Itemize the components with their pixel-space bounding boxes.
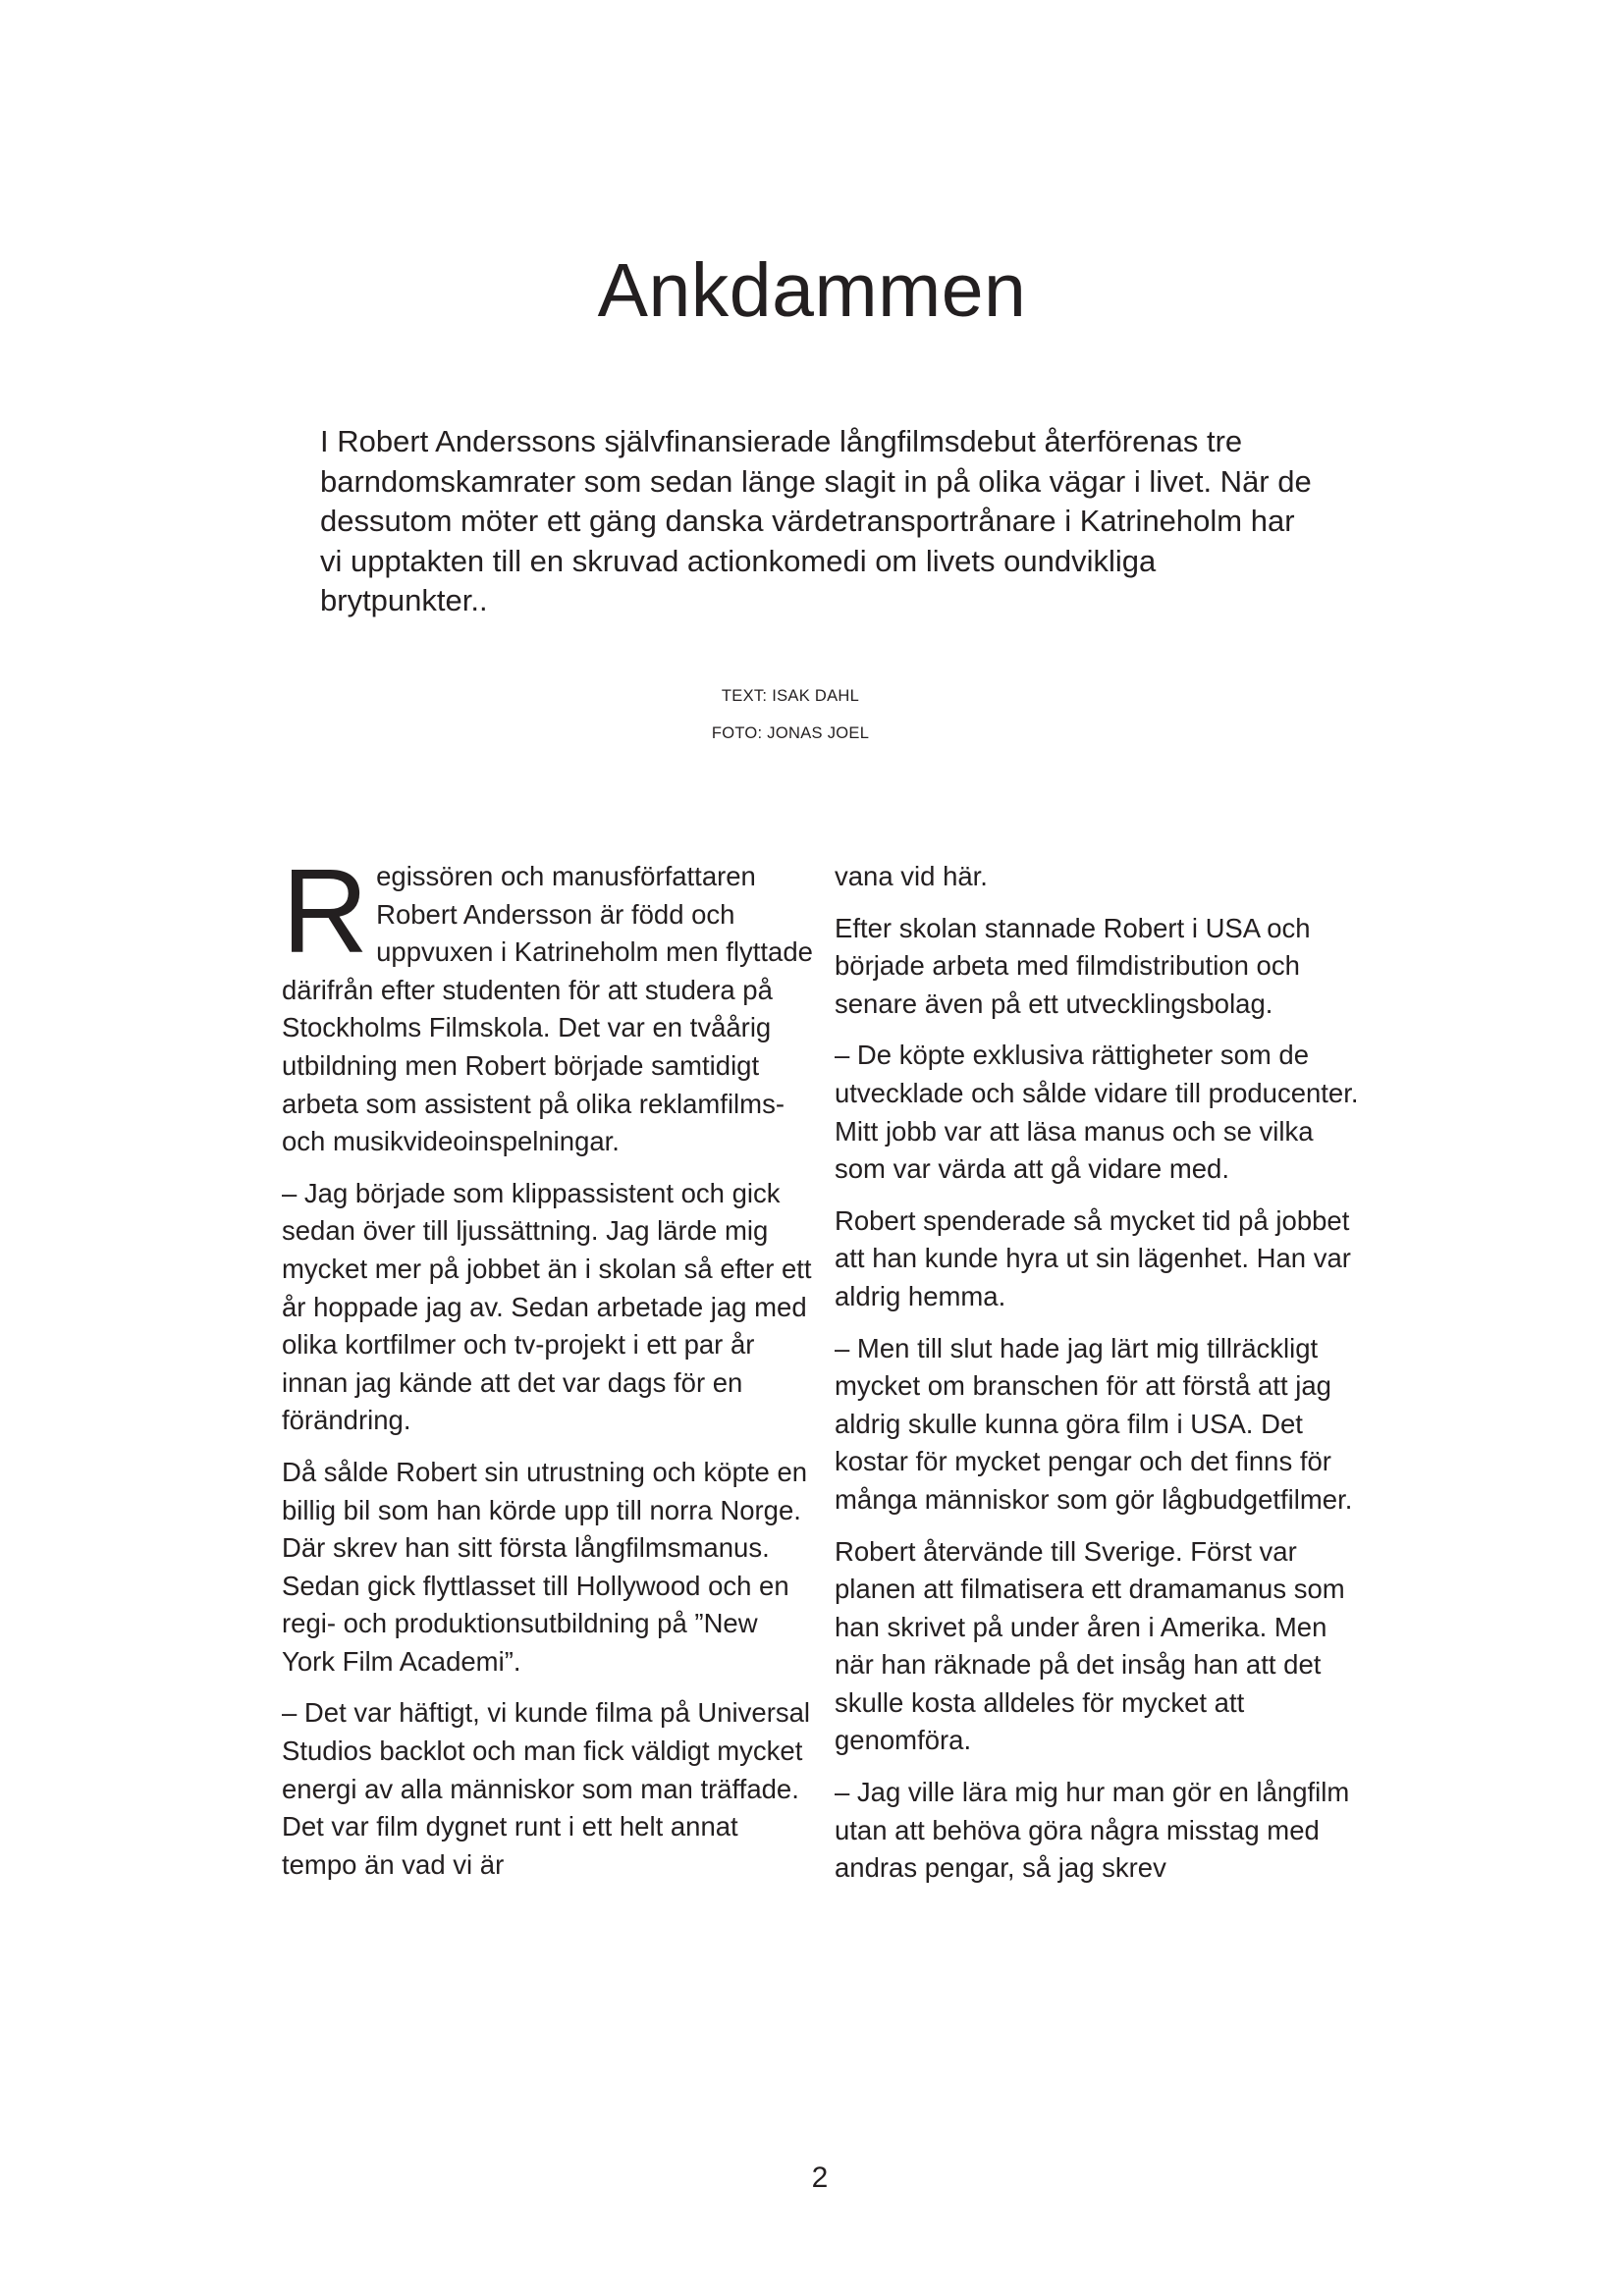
paragraph: Robert återvände till Sverige. Först var planen att filmatisera ett dramamanus som han skrivet på under åren i Amerika. Men när han räknade på det insåg han att det skulle kosta alldeles för mycket att genomföra. bbox=[835, 1535, 1345, 1756]
paragraph: – Men till slut hade jag lärt mig tillräckligt mycket om branschen för att förstå att jag aldrig skulle kunna göra film i USA. Det kostar för mycket pengar och det finns för många människor som gör lågbudgetfilmer. bbox=[835, 1332, 1353, 1515]
paragraph: Efter skolan stannade Robert i USA och började arbeta med filmdistribution och senare även på ett utvecklingsbolag. bbox=[835, 912, 1311, 1019]
paragraph bbox=[282, 844, 817, 1161]
left-column bbox=[282, 844, 817, 1897]
paragraph-text: egissören och manusförfattaren Robert Andersson är född och uppvuxen i Katrineholm men flyttade därifrån efter studenten för att studera på Stockholms Filmskola. Det var en tvåårig utbildning men Robert började samtidigt arbeta som assistent på olika reklamfilms- och musikvideoinspelningar. bbox=[282, 861, 813, 1157]
paragraph: Robert spenderade så mycket tid på jobbet att han kunde hyra ut sin lägenhet. Han var aldrig hemma. bbox=[835, 1204, 1351, 1311]
credit-text: TEXT: ISAK DAHL bbox=[721, 687, 860, 705]
credit-photo: FOTO: JONAS JOEL bbox=[711, 724, 870, 742]
paragraph: vana vid här. bbox=[835, 861, 988, 891]
paragraph: – Jag började som klippassistent och gick sedan över till ljussättning. Jag lärde mig mycket mer på jobbet än i skolan så efter ett år hoppade jag av. Sedan arbetade jag med olika kortfilmer och tv-projekt i ett par år innan jag kände att det var dags för en förändring. bbox=[282, 1177, 812, 1436]
article-title: Ankdammen bbox=[597, 248, 1027, 333]
paragraph: Då sålde Robert sin utrustning och köpte en billig bil som han körde upp till norra Norge. Där skrev han sitt första långfilmsmanus. Sedan gick flyttlasset till Hollywood och en regi- och produktionsutbildning på ”New York Film Academi”. bbox=[282, 1456, 808, 1677]
paragraph: – Jag ville lära mig hur man gör en långfilm utan att behöva göra några misstag med andras pengar, så jag skrev bbox=[835, 1777, 1350, 1884]
right-column bbox=[835, 858, 1365, 1901]
article-lead: I Robert Anderssons självfinansierade långfilmsdebut återförenas tre barndomskamrater som sedan länge slagit in på olika vägar i livet. När de dessutom möter ett gäng danska värdetransportrånare i Katrineholm har vi upptakten till en skruvad actionkomedi om livets oundvikliga brytpunkter.. bbox=[320, 424, 1312, 617]
page-number: 2 bbox=[811, 2162, 829, 2194]
paragraph: – Det var häftigt, vi kunde filma på Universal Studios backlot och man fick väldigt mycket energi av alla människor som man träffade. Det var film dygnet runt i ett helt annat tempo än vad vi är bbox=[282, 1697, 811, 1880]
paragraph: – De köpte exklusiva rättigheter som de utvecklade och sålde vidare till producenter. Mitt jobb var att läsa manus och se vilka som var värda att gå vidare med. bbox=[835, 1040, 1359, 1185]
drop-cap: R bbox=[282, 844, 369, 978]
